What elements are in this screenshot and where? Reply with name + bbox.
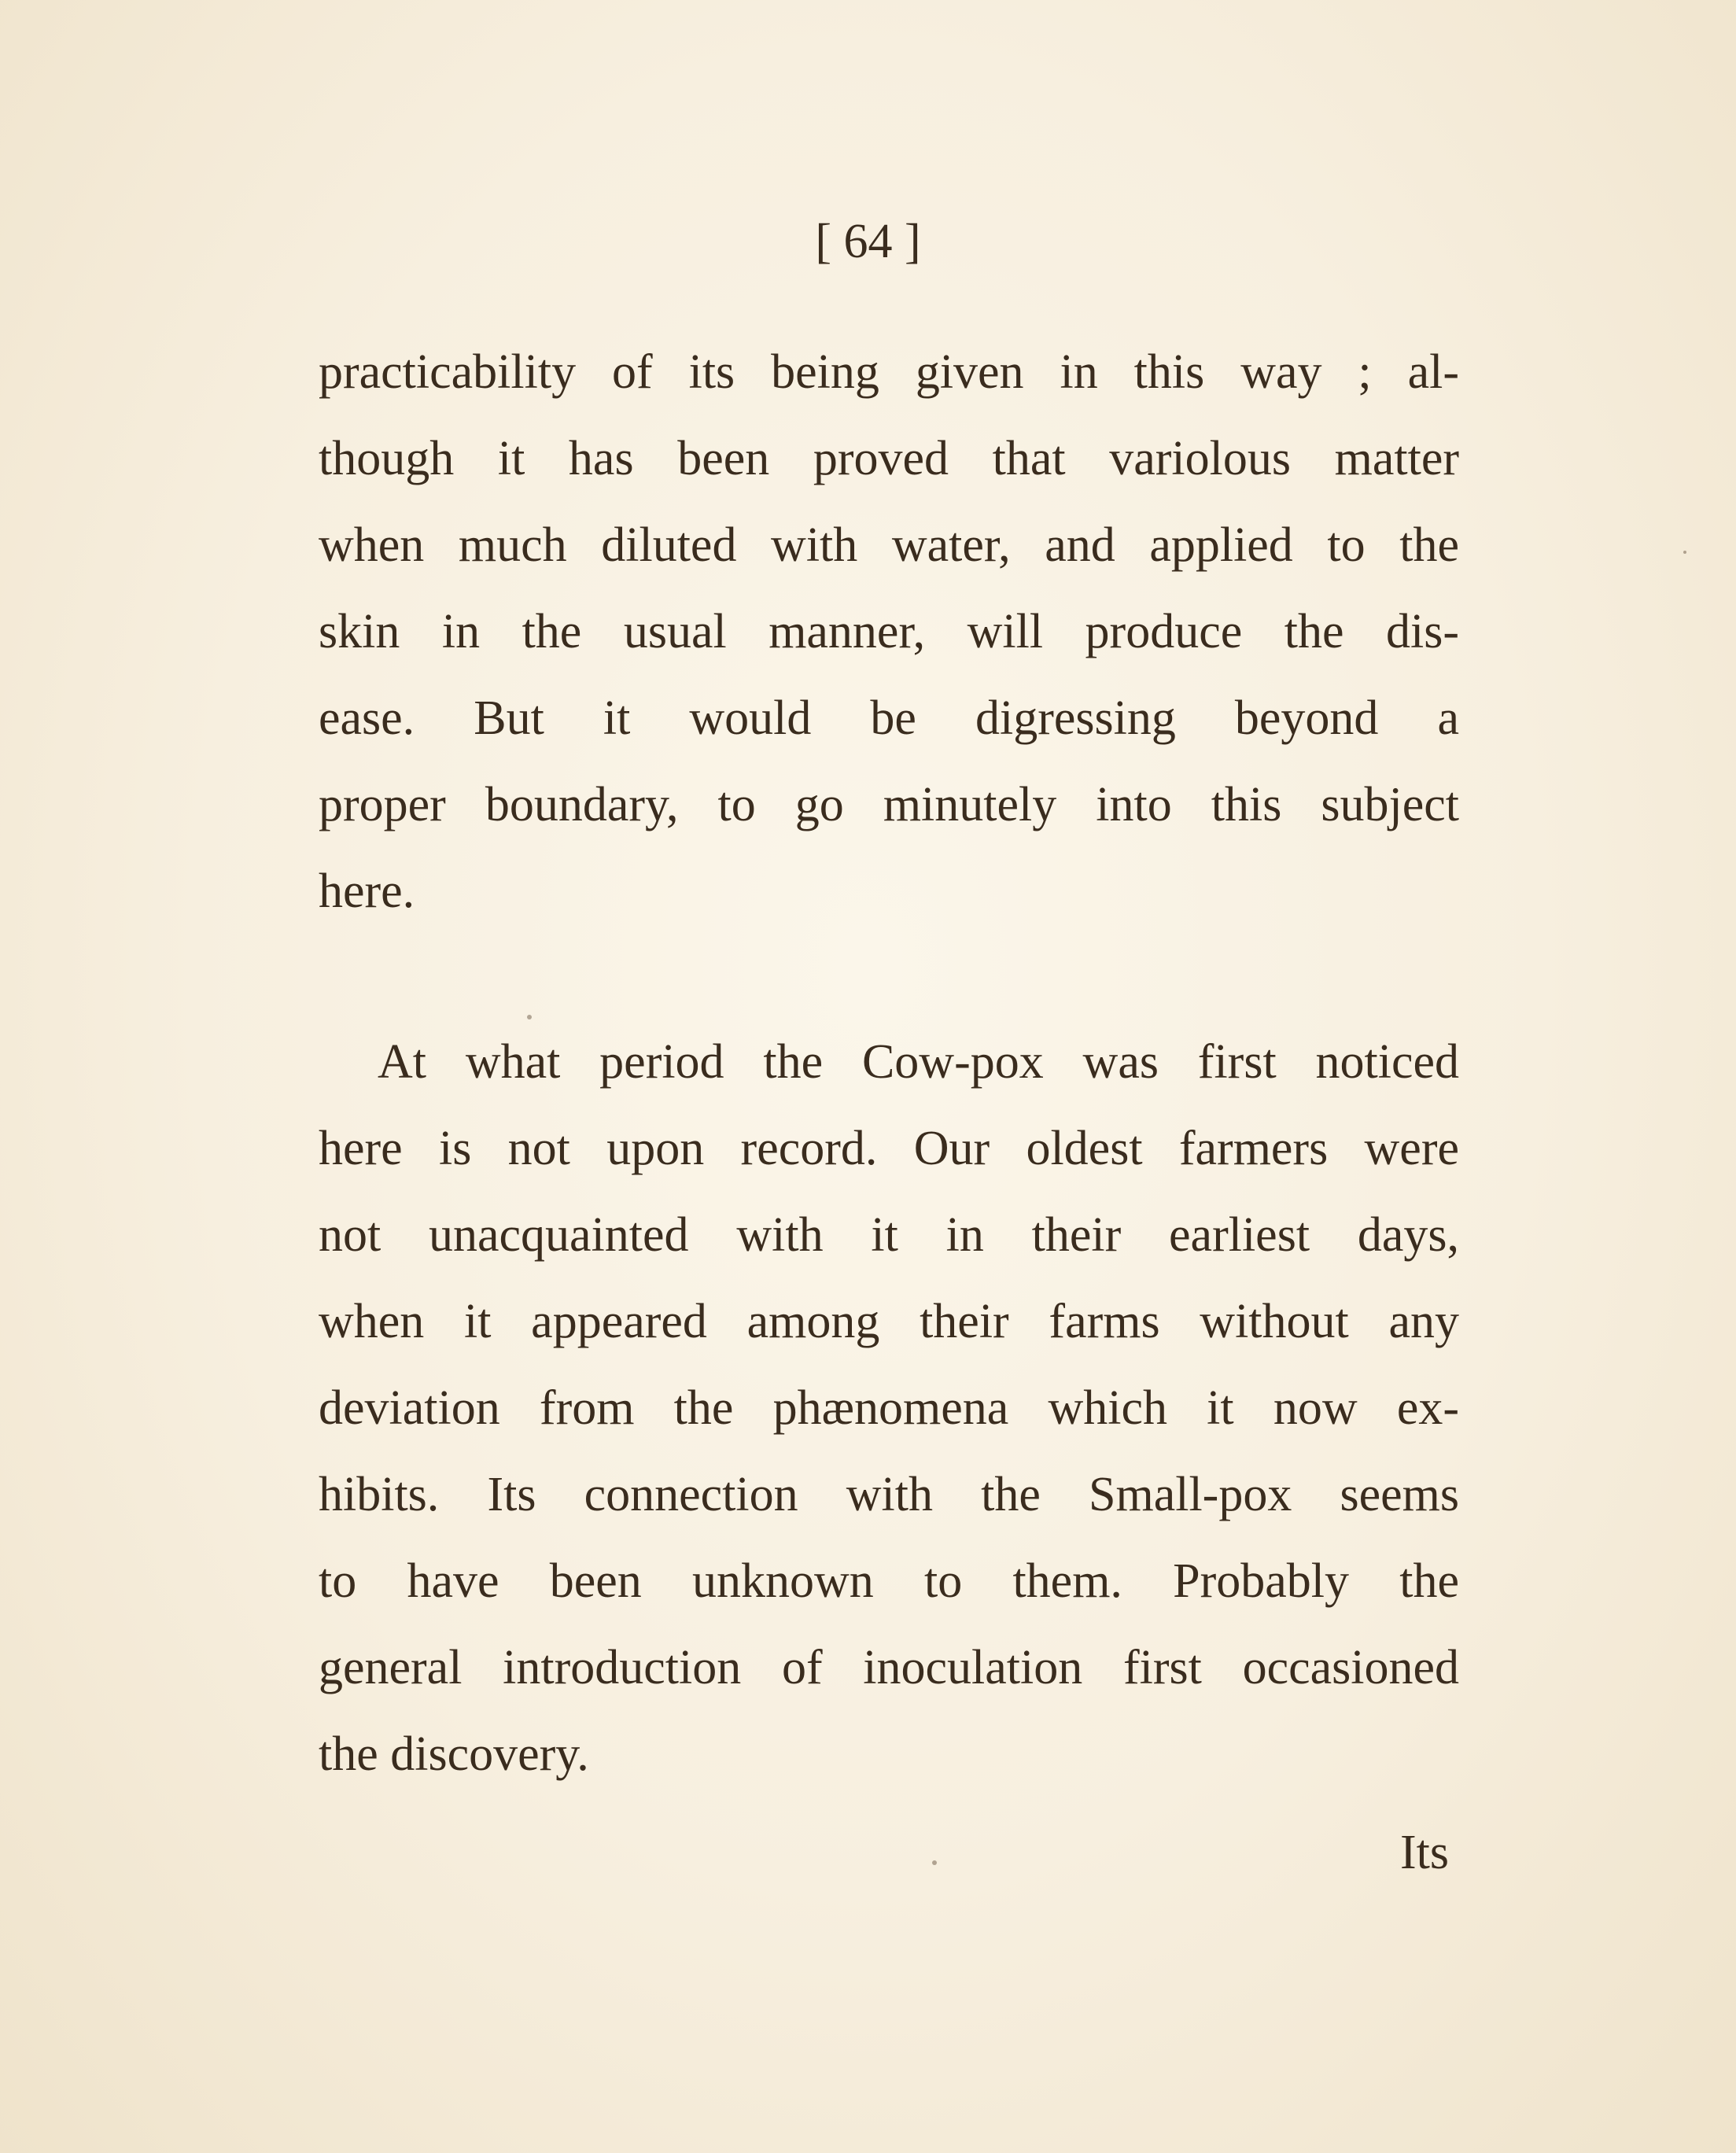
text-line: general introduction of inoculation first occasioned <box>319 1641 1459 1694</box>
text-line: At what period the Cow-pox was first noticed <box>378 1035 1459 1089</box>
text-line: ease. But it would be digressing beyond a <box>319 691 1459 745</box>
catchword: Its <box>1400 1826 1449 1879</box>
text-line: proper boundary, to go minutely into this subject <box>319 778 1459 831</box>
text-line: here. <box>319 865 415 918</box>
text-line: when much diluted with water, and applied to the <box>319 518 1459 572</box>
paper-speck <box>527 1015 532 1019</box>
text-line: hibits. Its connection with the Small-pox seems <box>319 1468 1459 1521</box>
text-line: the discovery. <box>319 1727 589 1781</box>
paper-speck <box>932 1860 937 1865</box>
text-line: to have been unknown to them. Probably the <box>319 1554 1459 1608</box>
paragraph-1 <box>319 329 1459 935</box>
text-line: practicability of its being given in this way ; al- <box>319 345 1459 399</box>
paragraph-2 <box>319 1019 1459 1797</box>
text-line: when it appeared among their farms without any <box>319 1295 1459 1348</box>
text-line: not unacquainted with it in their earliest days, <box>319 1208 1459 1262</box>
text-line: skin in the usual manner, will produce the dis- <box>319 605 1459 658</box>
text-line: here is not upon record. Our oldest farmers were <box>319 1122 1459 1175</box>
paper-speck <box>1683 551 1686 554</box>
text-line: though it has been proved that variolous matter <box>319 432 1459 485</box>
text-line: deviation from the phænomena which it now ex- <box>319 1381 1459 1435</box>
page-number: [ 64 ] <box>815 215 921 268</box>
